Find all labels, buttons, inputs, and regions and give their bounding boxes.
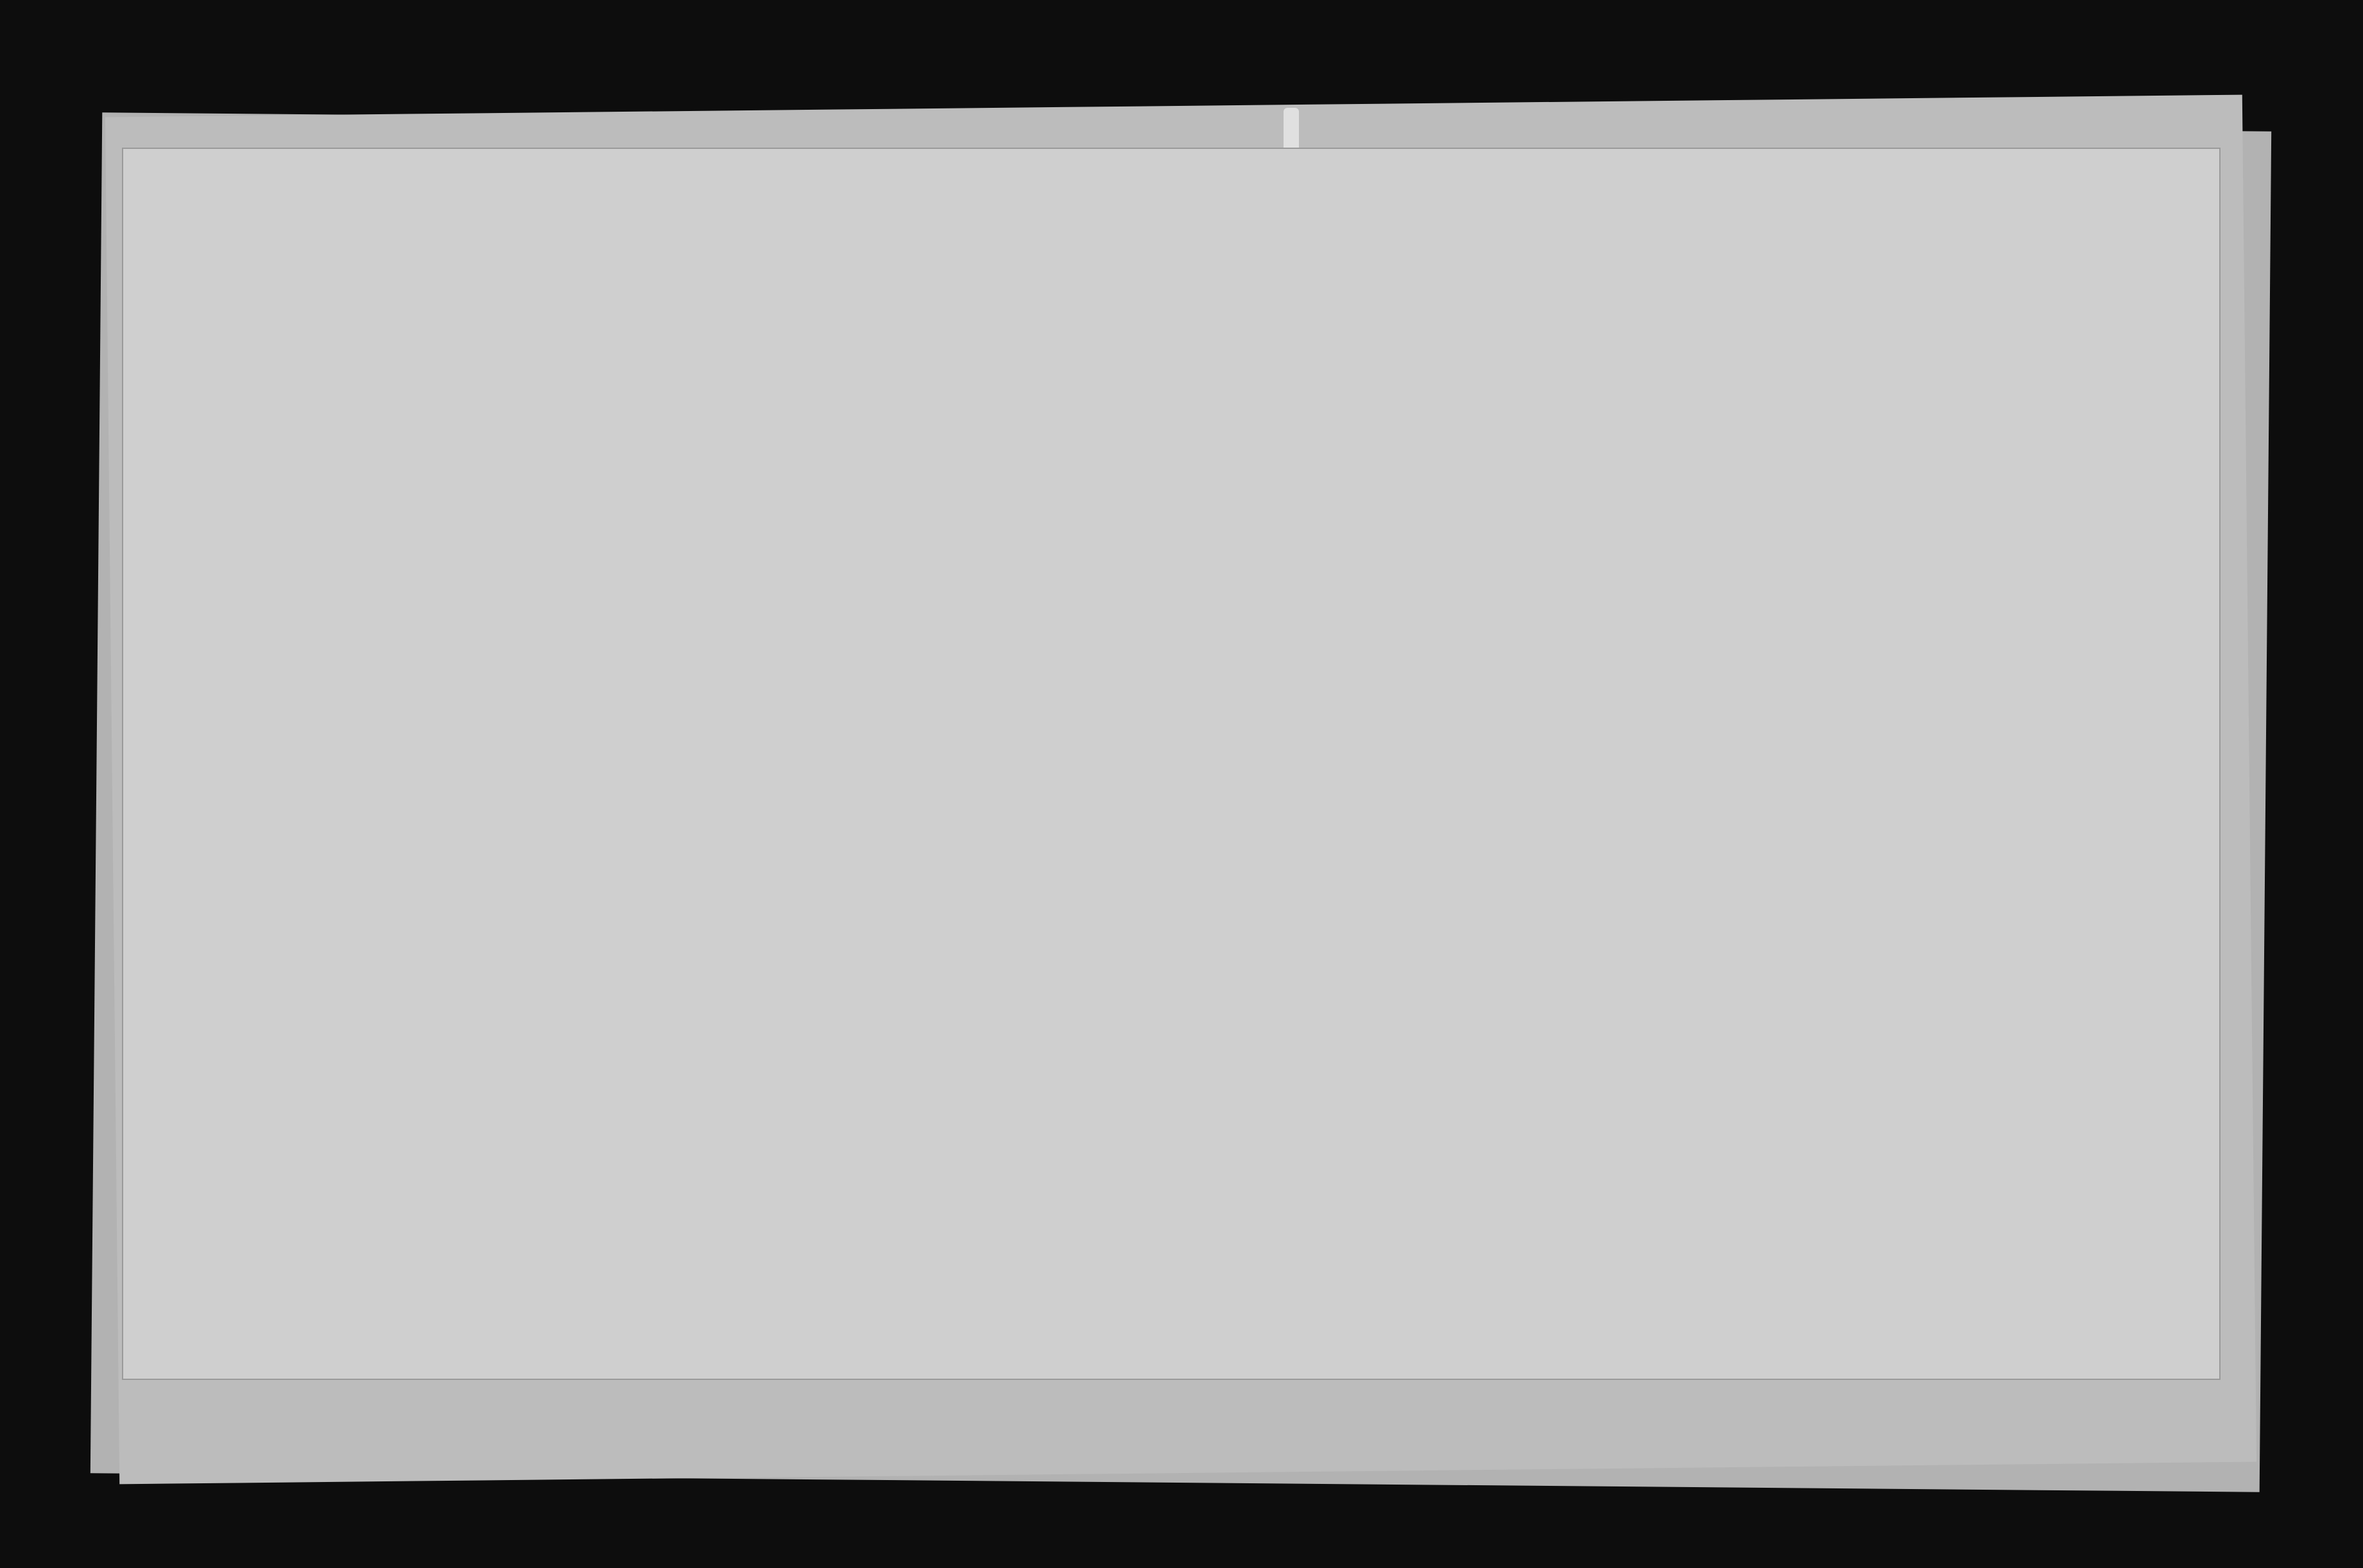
paper-tab [1284, 108, 1299, 153]
census-card [122, 148, 2221, 1380]
